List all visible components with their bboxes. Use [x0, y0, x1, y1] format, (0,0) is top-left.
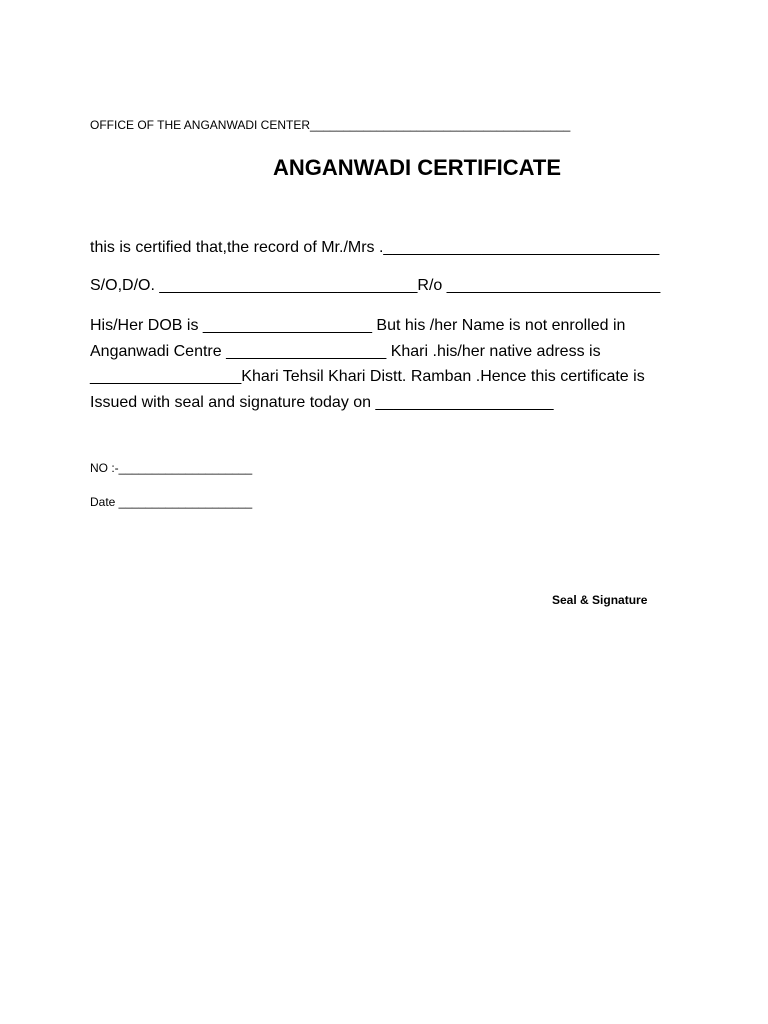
- paragraph-line-1: His/Her DOB is ___________________ But his /her Name is not enrolled in: [90, 317, 626, 334]
- son-daughter-of-line: S/O,D/O. _____________________________R/o ________________________: [90, 277, 661, 294]
- certificate-title: ANGANWADI CERTIFICATE: [272, 155, 562, 180]
- paragraph-line-4: Issued with seal and signature today on ____________________: [90, 393, 554, 411]
- seal-signature-label: Seal & Signature: [552, 593, 648, 607]
- number-line: NO :-____________________: [90, 461, 253, 475]
- paragraph-line-3: _________________Khari Tehsil Khari Distt. Ramban .Hence this certificate is: [90, 368, 645, 385]
- paragraph-line-2: Anganwadi Centre __________________ Khari .his/her native adress is: [90, 342, 601, 360]
- dob-paragraph: [90, 313, 680, 415]
- office-header-line: OFFICE OF THE ANGANWADI CENTER_______________________________________: [90, 118, 571, 132]
- record-line: this is certified that,the record of Mr./Mrs ._______________________________: [90, 239, 660, 256]
- date-line: Date ____________________: [90, 495, 253, 509]
